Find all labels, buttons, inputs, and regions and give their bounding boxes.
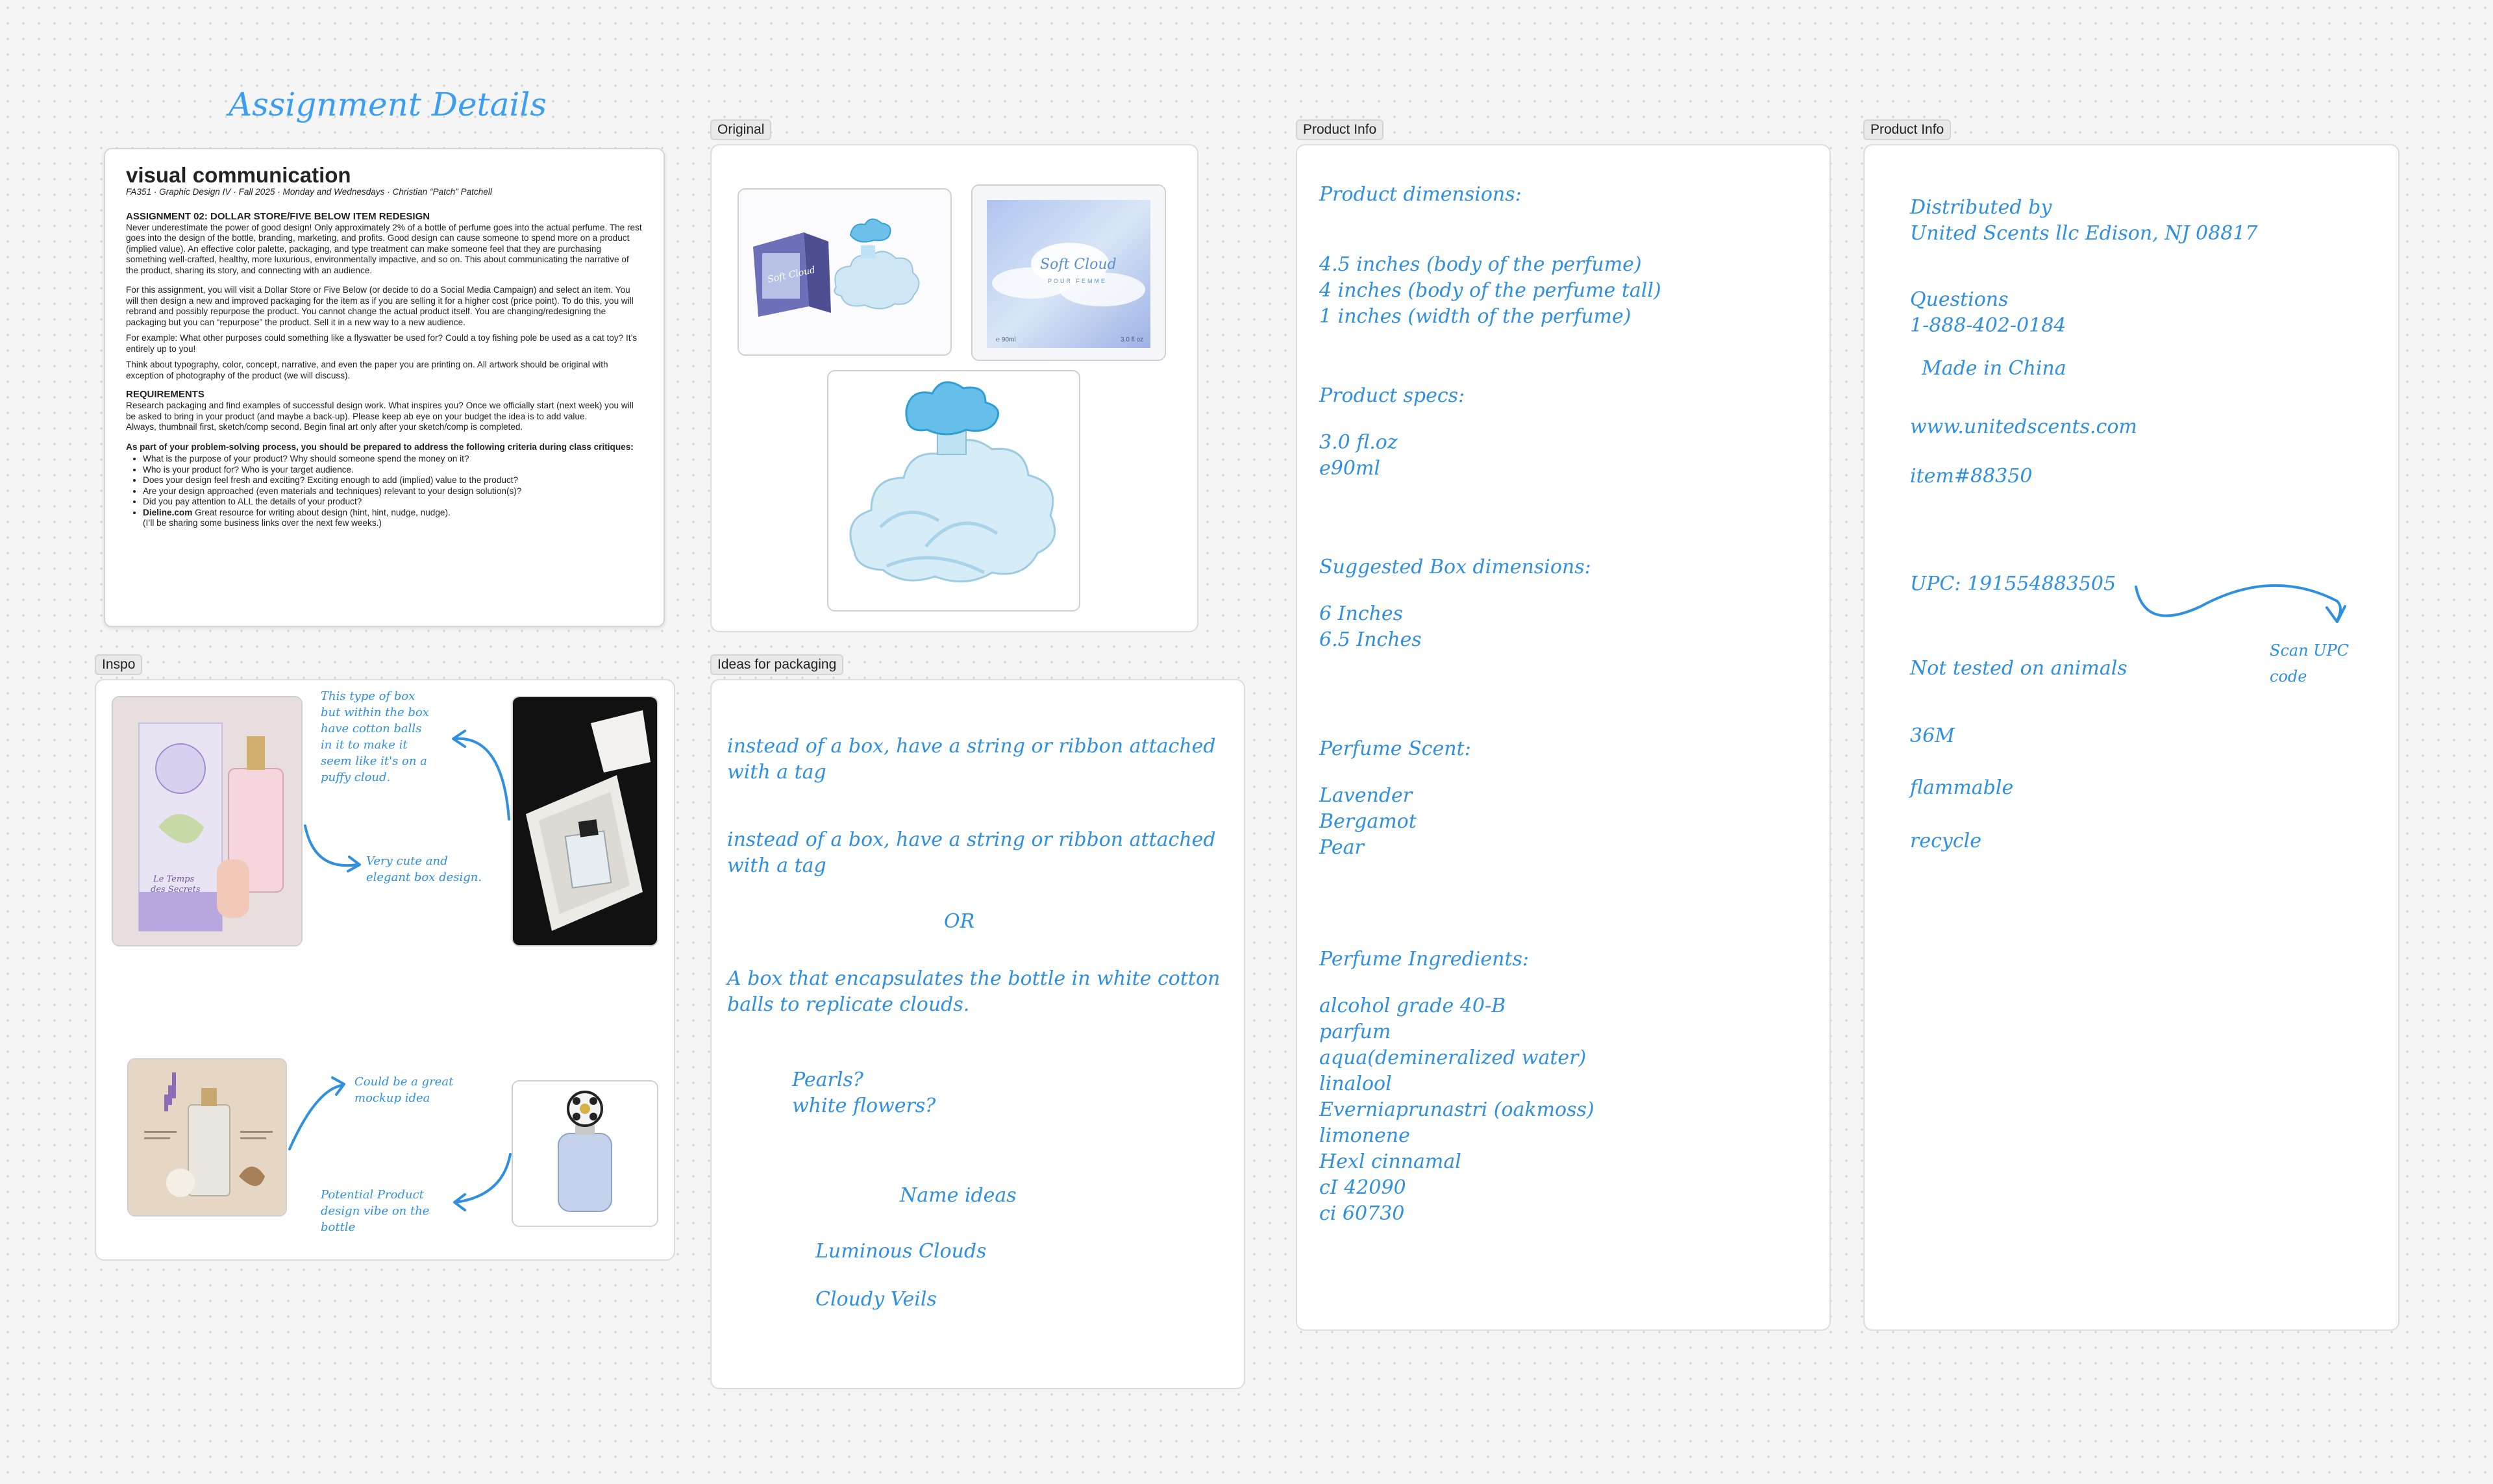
list-item: aqua(demineralized water)	[1319, 1046, 1587, 1069]
label-le-temps: Le Temps	[153, 874, 195, 884]
list-item: linalool	[1319, 1072, 1392, 1095]
note-cute-design	[366, 853, 482, 885]
scan-upc-note	[2270, 637, 2349, 689]
idea-line: A box that encapsulates the bottle in white cotton	[727, 967, 1221, 990]
frame-label-product-info-2[interactable]: Product Info	[1863, 119, 1951, 140]
list-item: ci 60730	[1319, 1202, 1405, 1225]
dimensions-list	[1319, 252, 1661, 330]
name-idea: Luminous Clouds	[815, 1240, 987, 1263]
image-inspo-mockup[interactable]	[127, 1058, 287, 1217]
idea-line: with a tag	[727, 761, 826, 784]
note-line: in it to make it	[321, 738, 408, 752]
idea-cotton-box	[727, 966, 1220, 1018]
image-cloud-bottle[interactable]	[827, 370, 1080, 612]
frame-label-ideas[interactable]: Ideas for packaging	[710, 654, 843, 675]
list-item: Lavender	[1319, 784, 1413, 807]
note-line: Potential Product	[321, 1188, 424, 1202]
list-item: 4.5 inches (body of the perfume)	[1319, 253, 1642, 276]
box-dimensions-heading: Suggested Box dimensions:	[1319, 556, 1591, 578]
dieline-note: (I’ll be sharing some business links over the next few weeks.)	[143, 518, 382, 528]
note-line: design vibe on the	[321, 1204, 430, 1218]
frame-label-original[interactable]: Original	[710, 119, 771, 140]
dieline-text: Great resource for writing about design (hint, hint, nudge, nudge).	[192, 507, 451, 517]
made-in: Made in China	[1922, 357, 2066, 380]
note-line: Could be a great	[354, 1075, 454, 1089]
image-inspo-lavender-box[interactable]	[112, 696, 303, 946]
list-item: 6 Inches	[1319, 602, 1404, 625]
doc-requirements-heading: REQUIREMENTS	[126, 389, 205, 400]
distributed-label: Distributed by	[1910, 196, 2052, 219]
distributor-block	[1910, 195, 2258, 247]
doc-critique-heading: As part of your problem-solving process, you should be prepared to address the following criteria during class critiques:	[126, 441, 634, 452]
frame-label-product-info-1[interactable]: Product Info	[1296, 119, 1383, 140]
distributor-name: United Scents llc Edison, NJ 08817	[1910, 222, 2258, 245]
label-des-secrets: des Secrets	[151, 885, 201, 895]
box-brand-mini: Soft Cloud	[766, 264, 817, 286]
soft-cloud-box-photo	[973, 186, 1165, 360]
image-perfume-box[interactable]	[971, 184, 1166, 361]
list-item: limonene	[1319, 1124, 1410, 1147]
list-item: 6.5 Inches	[1319, 628, 1422, 651]
doc-title: visual communication	[126, 163, 351, 187]
ingredients-heading: Perfume Ingredients:	[1319, 948, 1529, 971]
upc-code: UPC: 191554883505	[1910, 573, 2116, 595]
assignment-document[interactable]	[104, 148, 665, 627]
period-after-opening: 36M	[1910, 724, 1955, 747]
doc-paragraph: Think about typography, color, concept, narrative, and even the paper you are printing on. All artwork should be original with exception of photography of the product (we will discuss).	[126, 360, 608, 380]
name-idea: Cloudy Veils	[815, 1288, 937, 1311]
idea-pearls-flowers	[792, 1067, 936, 1119]
idea-line: instead of a box, have a string or ribbon attached	[727, 735, 1216, 758]
note-line: This type of box	[321, 689, 416, 703]
list-item: 3.0 fl.oz	[1319, 431, 1398, 454]
list-item: 4 inches (body of the perfume tall)	[1319, 279, 1661, 302]
note-line: elegant box design.	[366, 871, 482, 884]
note-line: have cotton balls	[321, 722, 422, 736]
frame-ideas[interactable]	[710, 679, 1245, 1389]
image-inspo-white-box[interactable]	[512, 696, 658, 946]
doc-paragraph: Always, thumbnail first, sketch/comp second. Begin final art only after your sketch/comp is completed.	[126, 422, 523, 432]
list-item: cI 42090	[1319, 1176, 1406, 1199]
dieline-link[interactable]: Dieline.com	[143, 507, 193, 517]
list-item: • Did you pay attention to ALL the details of your product?	[143, 497, 643, 508]
scan-note-line: code	[2270, 667, 2307, 686]
list-item: parfum	[1319, 1020, 1391, 1043]
idea-line: white flowers?	[792, 1094, 936, 1117]
doc-paragraph: For this assignment, you will visit a Dollar Store or Five Below (or decide to do a Social Media Campaign) and select an item. You will then design a new and improved packaging for the item as if you are selling it for a higher cost (price point). To do this, you will rebrand and possibly repurpose the product. You cannot change the actual product itself. You are changing/redesigning the packaging but you can “repurpose” the product. Sell it in a new way to a new audience.	[126, 285, 634, 327]
website: www.unitedscents.com	[1910, 415, 2137, 438]
frame-label-inspo[interactable]: Inspo	[95, 654, 142, 675]
idea-string-ribbon-1	[727, 734, 1216, 785]
scan-note-line: Scan UPC	[2270, 641, 2350, 660]
note-line: but within the box	[321, 706, 429, 719]
list-item: • What is the purpose of your product? Why should someone spend the money on it?	[143, 454, 643, 465]
item-number: item#88350	[1910, 465, 2033, 488]
idea-line: balls to replicate clouds.	[727, 993, 970, 1016]
doc-subtitle: FA351 · Graphic Design IV · Fall 2025 · Monday and Wednesdays · Christian “Patch” Patchell	[126, 187, 492, 197]
recycle: recycle	[1910, 830, 1981, 852]
note-line: Very cute and	[366, 854, 448, 868]
list-item: • Who is your product for? Who is your target audience.	[143, 465, 643, 476]
doc-paragraph: For example: What other purposes could something like a flyswatter be used for? Could a toy fishing pole be used as a cat toy? It’s entirely up to you!	[126, 333, 638, 354]
lavender-box-photo	[113, 697, 301, 945]
image-perfume-with-box[interactable]	[738, 188, 952, 356]
note-line: puffy cloud.	[321, 771, 391, 784]
not-tested: Not tested on animals	[1910, 657, 2127, 680]
questions-block	[1910, 287, 2066, 339]
questions-label: Questions	[1910, 288, 2009, 311]
dimensions-heading: Product dimensions:	[1319, 183, 1522, 206]
cloud-bottle-photo	[828, 371, 1079, 610]
ingredients-list	[1319, 993, 1594, 1227]
note-mockup	[354, 1074, 453, 1106]
name-ideas-heading: Name ideas	[900, 1184, 1017, 1207]
list-item: Pear	[1319, 836, 1364, 859]
image-inspo-daisy-bottle[interactable]	[512, 1080, 658, 1227]
list-item: alcohol grade 40-B	[1319, 995, 1506, 1017]
specs-heading: Product specs:	[1319, 384, 1465, 407]
list-item: 1 inches (width of the perfume)	[1319, 305, 1631, 328]
list-item: • Does your design feel fresh and exciting? Exciting enough to add (implied) value to the product?	[143, 475, 643, 486]
list-item: Hexl cinnamal	[1319, 1150, 1461, 1173]
note-product-vibe	[321, 1187, 429, 1235]
daisy-bottle-photo	[513, 1082, 657, 1226]
idea-line: instead of a box, have a string or ribbon attached	[727, 828, 1216, 851]
doc-paragraph: Research packaging and find examples of successful design work. What inspires you? Once we officially start (next week) you will be asked to bring in your product (and maybe a back-up). Please keep ab eye on your budget the idea is to add value.	[126, 401, 634, 421]
list-item: e90ml	[1319, 457, 1380, 480]
list-item	[143, 508, 643, 529]
box-volume-right: 3.0 fl oz	[1121, 336, 1144, 343]
perfume-box-photo	[739, 190, 950, 354]
note-line: bottle	[321, 1220, 356, 1234]
list-item: Everniaprunastri (oakmoss)	[1319, 1098, 1594, 1121]
note-line: seem like it's on a	[321, 754, 427, 768]
list-item: • Are your design approached (even materials and techniques) relevant to your design solution(s)?	[143, 486, 643, 497]
note-cotton-box	[321, 688, 429, 785]
board-title: Assignment Details	[229, 86, 547, 123]
note-line: mockup idea	[354, 1091, 430, 1105]
phone-number: 1-888-402-0184	[1910, 314, 2066, 337]
box-volume: ℮ 90ml	[996, 336, 1016, 343]
white-box-bottle-photo	[513, 697, 657, 945]
scent-list	[1319, 783, 1417, 861]
flammable: flammable	[1910, 776, 2014, 799]
doc-heading: ASSIGNMENT 02: DOLLAR STORE/FIVE BELOW ITEM REDESIGN	[126, 210, 430, 222]
list-item: Bergamot	[1319, 810, 1417, 833]
box-brand: Soft Cloud	[1040, 256, 1117, 273]
idea-line: Pearls?	[792, 1069, 863, 1091]
mockup-photo	[129, 1059, 286, 1215]
doc-paragraph: Never underestimate the power of good design! Only approximately 2% of a bottle of perfume goes into the actual perfume. The rest goes into the design of the bottle, branding, marketing, and profits. Good design can cause someone to spend more on a product (implied value). An effective color palette, packaging, and type treatment can make someone feel that they are purchasing something well-crafted, healthy, more luxurious, environmentally impactive, and so on. This about communicating the narrative of the product, sharing its story, and connecting with an audience.	[126, 222, 642, 275]
doc-criteria-list	[126, 454, 643, 529]
idea-or: OR	[944, 910, 975, 933]
scent-heading: Perfume Scent:	[1319, 737, 1471, 760]
idea-line: with a tag	[727, 854, 826, 877]
idea-string-ribbon-2	[727, 827, 1216, 879]
box-dimensions-list	[1319, 601, 1422, 653]
specs-list	[1319, 430, 1398, 482]
box-sub: POUR FEMME	[1048, 278, 1108, 284]
